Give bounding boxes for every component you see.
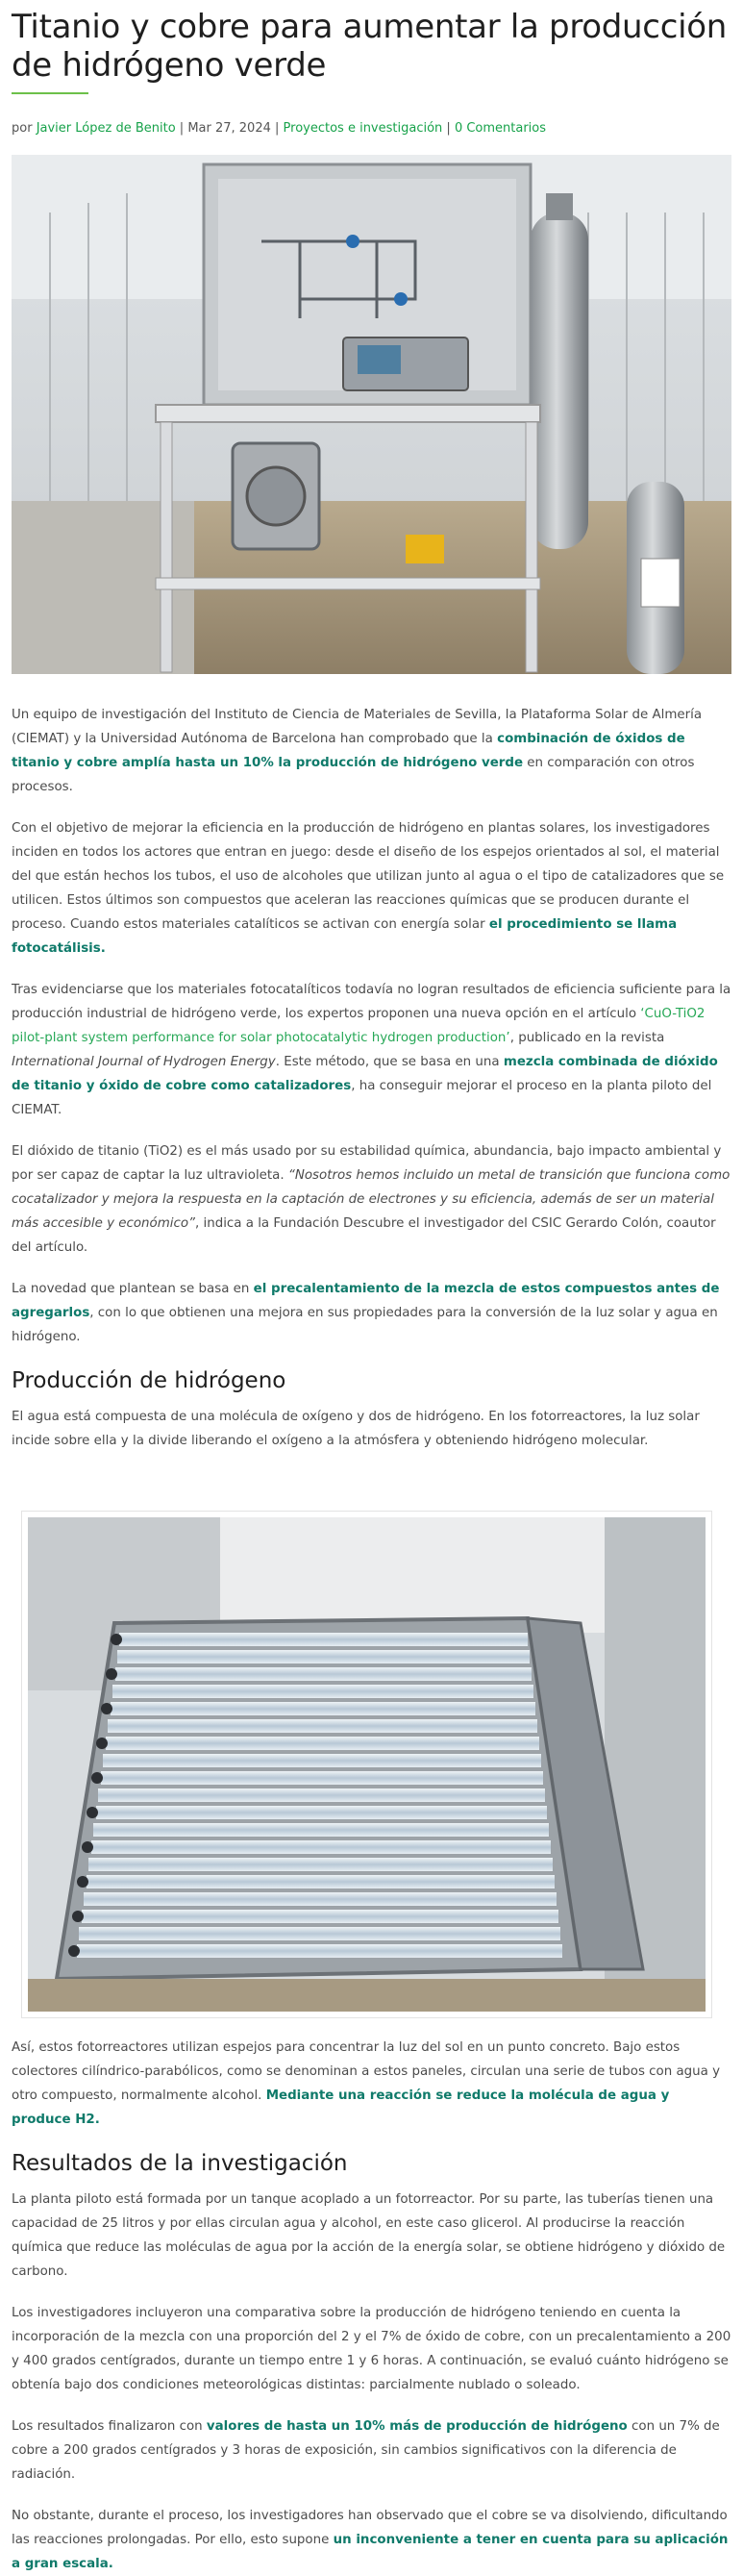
paragraph-10 — [12, 2414, 731, 2487]
pilot-plant-photo — [12, 155, 731, 674]
comments-link[interactable]: 0 Comentarios — [454, 121, 547, 136]
paragraph-3 — [12, 978, 731, 1122]
section-heading-results: Resultados de la investigación — [12, 2151, 348, 2176]
paragraph-4 — [12, 1139, 731, 1260]
paragraph-text: , con lo que obtienen una mejora en sus propiedades para la conversión de la luz solar y agua en hidrógeno. — [12, 1306, 718, 1344]
meta-separator: | — [270, 121, 284, 136]
post-date: Mar 27, 2024 — [187, 121, 271, 136]
article — [0, 8, 743, 2576]
paragraph-text: , ha conseguir mejorar el proceso en la planta piloto del CIEMAT. — [12, 1079, 712, 1117]
paragraph-2 — [12, 816, 731, 961]
title-underline — [12, 92, 88, 94]
paragraph-text: No obstante, durante el proceso, los investigadores han observado que el cobre se va disolviendo, dificultando las reacciones prolongadas. Por ello, esto supone — [12, 2509, 728, 2547]
paragraph-text: Tras evidenciarse que los materiales fotocatalíticos todavía no logran resultados de eficiencia suficiente para la producción industrial de hidrógeno verde, los expertos proponen una nueva opción en el artículo — [12, 983, 731, 1021]
meta-separator: | — [442, 121, 455, 136]
hero-image — [12, 155, 731, 674]
paragraph-11 — [12, 2504, 731, 2576]
page-title: Titanio y cobre para aumentar la producción de hidrógeno verde — [12, 8, 727, 85]
photoreactor-figure — [21, 1511, 712, 2018]
meta-separator: | — [175, 121, 188, 136]
author-link[interactable]: Javier López de Benito — [36, 121, 176, 136]
inline-link[interactable]: combinación de óxidos de titanio y cobre amplía hasta un 10% la producción de hidrógeno verde — [12, 732, 685, 770]
post-meta — [12, 121, 731, 136]
paragraph-text: con un 7% de cobre a 200 grados centígrados y 3 horas de exposición, sin cambios significativos con la diferencia de radiación. — [12, 2419, 720, 2482]
paragraph-7 — [12, 2036, 731, 2132]
paragraph-text: . Este método, que se basa en una — [275, 1055, 504, 1069]
quote: “Nosotros hemos incluido un metal de transición que funciona como cocatalizador y mejora la respuesta en la captación de electrones y su eficiencia, además de ser un material más accesible y económico” — [12, 1168, 731, 1231]
paragraph-text: Un equipo de investigación del Instituto de Ciencia de Materiales de Sevilla, la Plataforma Solar de Almería (CIEMAT) y la Universidad Autónoma de Barcelona han comprobado que la — [12, 708, 703, 746]
photoreactor-panel-photo — [28, 1517, 706, 2012]
section-heading-production: Producción de hidrógeno — [12, 1368, 286, 1393]
paragraph-text: , publicado en la revista — [509, 1031, 665, 1045]
paragraph-text: Los resultados finalizaron con — [12, 2419, 207, 2434]
paragraph-8: La planta piloto está formada por un tanque acoplado a un fotorreactor. Por su parte, las tuberías tienen una capacidad de 25 litros y por ellas circulan agua y alcohol, en este caso glicerol. Al producirse la reacción química que reduce las moléculas de agua por la acción de la energía solar, se obtiene hidrógeno y dióxido de carbono. — [12, 2192, 726, 2279]
inline-link[interactable]: valores de hasta un 10% más de producción de hidrógeno — [206, 2419, 628, 2434]
paragraph-text: El dióxido de titanio (TiO2) es el más usado por su estabilidad química, abundancia, bajo impacto ambiental y por ser capaz de captar la luz ultravioleta. — [12, 1144, 722, 1183]
paragraph-text: La novedad que plantean se basa en — [12, 1282, 254, 1296]
inline-link[interactable]: el precalentamiento de la mezcla de estos compuestos antes de agregarlos — [12, 1282, 720, 1320]
inline-link[interactable]: el procedimiento se llama fotocatálisis. — [12, 917, 678, 956]
inline-link[interactable]: Mediante una reacción se reduce la molécula de agua y produce H2. — [12, 2088, 670, 2127]
meta-by: por — [12, 121, 37, 136]
journal-name: International Journal of Hydrogen Energy — [12, 1055, 276, 1069]
article-reference-link[interactable]: ‘CuO-TiO2 pilot-plant system performance for solar photocatalytic hydrogen production’ — [12, 1007, 706, 1045]
paragraph-text: Así, estos fotorreactores utilizan espejos para concentrar la luz del sol en un punto concreto. Bajo estos colectores cilíndrico-parabólicos, como se denominan a estos paneles, circulan una serie de tubos con agua y otro compuesto, normalmente alcohol. — [12, 2040, 721, 2103]
inline-link[interactable]: mezcla combinada de dióxido de titanio y óxido de cobre como catalizadores — [12, 1055, 718, 1093]
inline-link[interactable]: un inconveniente a tener en cuenta para su aplicación a gran escala. — [12, 2533, 729, 2571]
paragraph-5 — [12, 1277, 731, 1349]
paragraph-text: , indica a la Fundación Descubre el investigador del CSIC Gerardo Colón, coautor del artículo. — [12, 1216, 716, 1255]
paragraph-6: El agua está compuesta de una molécula de oxígeno y dos de hidrógeno. En los fotorreactores, la luz solar incide sobre ella y la divide liberando el oxígeno a la atmósfera y obteniendo hidrógeno molecular. — [12, 1410, 700, 1448]
paragraph-text: Con el objetivo de mejorar la eficiencia en la producción de hidrógeno en plantas solares, los investigadores inciden en todos los actores que entran en juego: desde el diseño de los espejos orientados al sol, el material del que están hechos los tubos, el uso de alcoholes que utilizan junto al agua o el tipo de catalizadores que se utilicen. Estos últimos son compuestos que aceleran las reacciones químicas que se producen durante el proceso. Cuando estos materiales catalíticos se activan con energía solar — [12, 821, 725, 932]
paragraph-text: en comparación con otros procesos. — [12, 756, 695, 794]
paragraph-1 — [12, 703, 731, 799]
category-link[interactable]: Proyectos e investigación — [283, 121, 443, 136]
paragraph-9: Los investigadores incluyeron una comparativa sobre la producción de hidrógeno teniendo en cuenta la incorporación de la mezcla con una proporción del 2 y el 7% de óxido de cobre, con un precalentamiento a 200 y 400 grados centígrados, durante un tiempo entre 1 y 6 horas. A continuación, se evaluó cuánto hidrógeno se obtenía bajo dos condiciones meteorológicas distintas: parcialmente nublado o soleado. — [12, 2306, 731, 2392]
